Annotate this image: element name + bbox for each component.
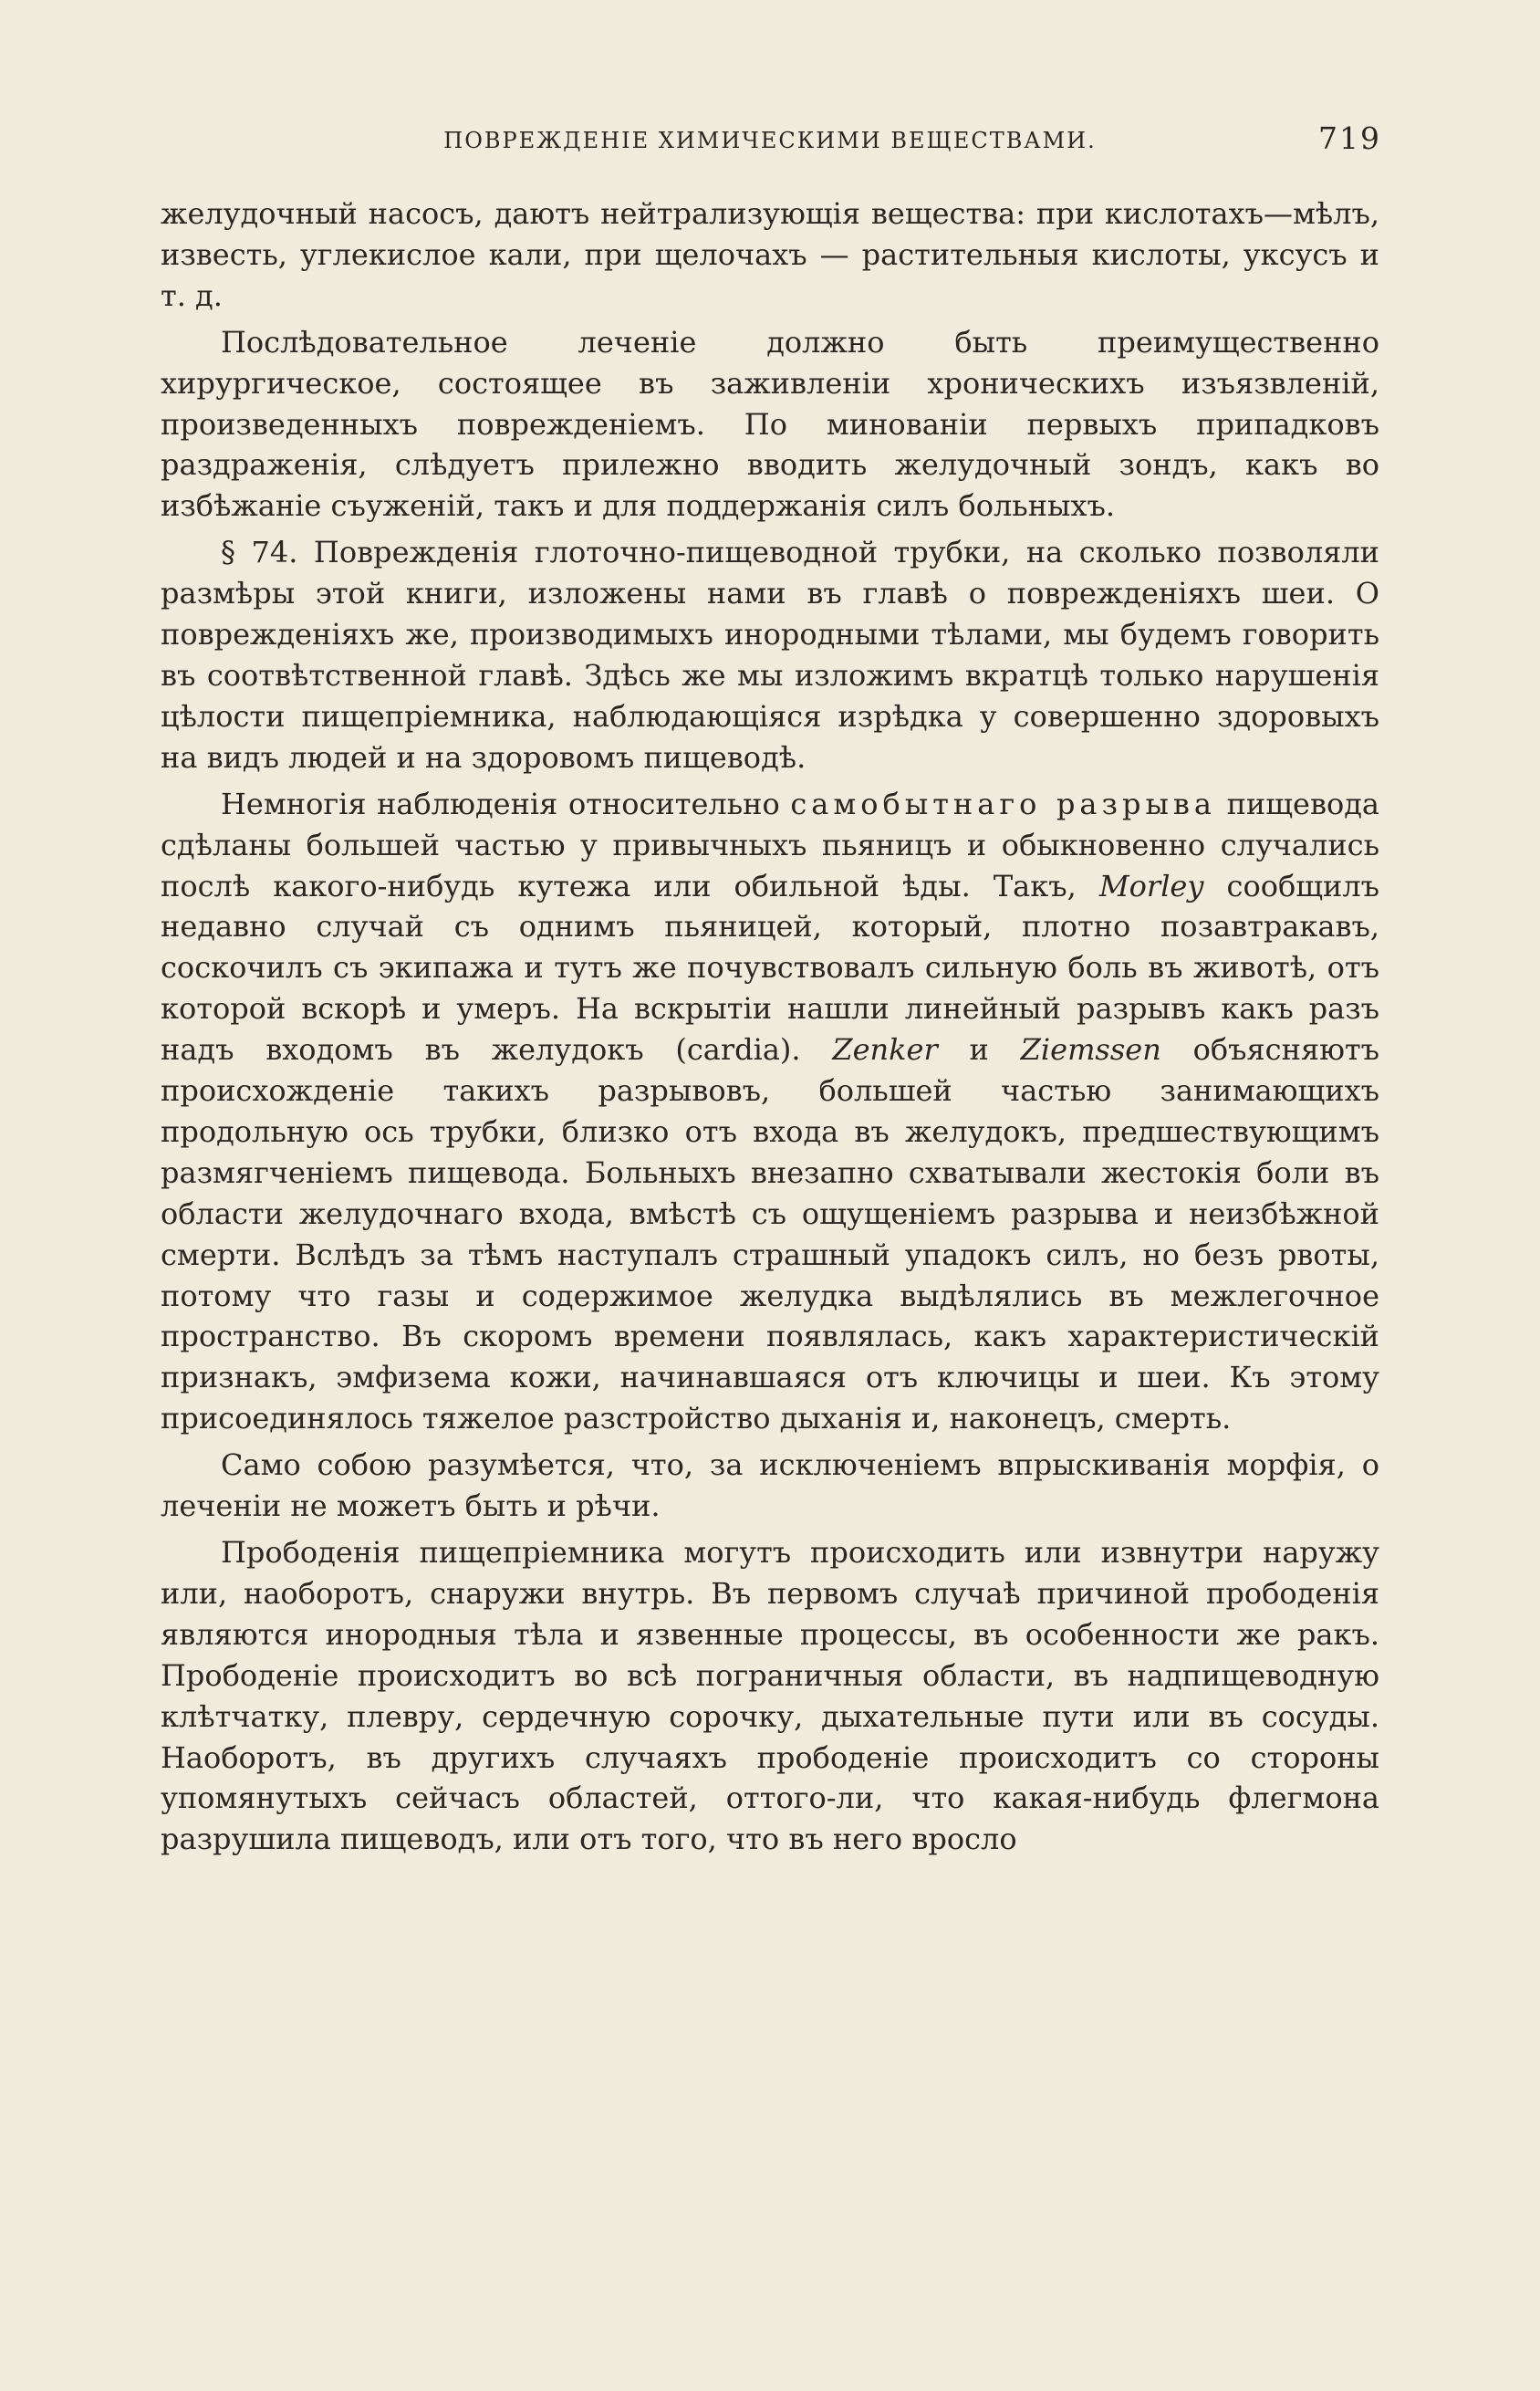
page-header xyxy=(159,120,1381,166)
paragraph-morphine: Само собою разумѣется, что, за исключеніемъ впрыскиванія морфія, о леченіи не можетъ быть и рѣчи. xyxy=(161,1447,1379,1524)
text-body xyxy=(161,193,1379,1865)
text-run: сообщилъ недавно случай съ однимъ пьяницей, который, плотно позавтракавъ, соскочилъ съ экипажа и тутъ же почувствовалъ сильную боль въ животѣ, отъ которой вскорѣ и умеръ. На вскрытіи нашли линейный разрывъ какъ разъ надъ входомъ въ желудокъ (cardia). xyxy=(161,868,1380,1068)
author-name-zenker: Zenker xyxy=(832,1032,938,1068)
paragraph-treatment: Послѣдовательное леченіе должно быть преимущественно хирургическое, состоящее въ заживленіи хроническихъ изъязвленій, произведенныхъ поврежденіемъ. По минованіи первыхъ припадковъ раздраженія, слѣдуетъ прилежно вводить желудочный зондъ, какъ во избѣжаніе съуженій, такъ и для поддержанія силъ больныхъ. xyxy=(161,324,1379,524)
spaced-emphasis: самобытнаго разрыва xyxy=(790,786,1217,821)
text-run: Немногія наблюденія относительно xyxy=(221,786,791,821)
running-head: ПОВРЕЖДЕНІЕ ХИМИЧЕСКИМИ ВЕЩЕСТВАМИ. xyxy=(443,128,1097,153)
paragraph-perforation: Прободенія пищепріемника могутъ происходить или извнутри наружу или, наоборотъ, снаружи внутрь. Въ первомъ случаѣ причиной прободенія являются инородныя тѣла и язвенные процессы, въ особенности же ракъ. Прободеніе происходитъ во всѣ пограничныя области, въ надпищеводную клѣтчатку, плевру, сердечную сорочку, дыхательные пути или въ сосуды. Наоборотъ, въ другихъ случаяхъ прободеніе происходитъ со стороны упомянутыхъ сейчасъ областей, оттого-ли, что какая-нибудь флегмона разрушила пищеводъ, или отъ того, что въ него вросло xyxy=(161,1535,1379,1857)
author-name-ziemssen: Ziemssen xyxy=(1020,1032,1161,1068)
page-number: 719 xyxy=(1318,120,1381,156)
text-run: и xyxy=(937,1032,1021,1068)
paragraph-section-74: § 74. Поврежденія глоточно-пищеводной трубки, на сколько позволяли размѣры этой книги, изложены нами въ главѣ о поврежденіяхъ шеи. О поврежденіяхъ же, производимыхъ инородными тѣлами, мы будемъ говорить въ соотвѣтственной главѣ. Здѣсь же мы изложимъ вкратцѣ только нарушенія цѣлости пищепріемника, наблюдающіяся изрѣдка у совершенно здоровыхъ на видъ людей и на здоровомъ пищеводѣ. xyxy=(161,535,1379,775)
paragraph-continuation: желудочный насосъ, даютъ нейтрализующія вещества: при кислотахъ—мѣлъ, известь, углекислое кали, при щелочахъ — растительныя кислоты, уксусъ и т. д. xyxy=(161,196,1379,313)
paragraph-spontaneous-rupture xyxy=(161,784,1379,1440)
author-name-morley: Morley xyxy=(1098,868,1204,903)
text-run: объясняютъ происхожденіе такихъ разрывовъ, большей частью занимающихъ продольную ось трубки, близко отъ входа въ желудокъ, предшествующимъ размягченіемъ пищевода. Больныхъ внезапно схватывали жестокія боли въ области желудочнаго входа, вмѣстѣ съ ощущеніемъ разрыва и неизбѣжной смерти. Вслѣдъ за тѣмъ наступалъ страшный упадокъ силъ, но безъ рвоты, потому что газы и содержимое желудка выдѣлялись въ межлегочное пространство. Въ скоромъ времени появлялась, какъ характеристическій признакъ, эмфизема кожи, начинавшаяся отъ ключицы и шеи. Къ этому присоединялось тяжелое разстройство дыханія и, наконецъ, смерть. xyxy=(161,1032,1380,1436)
text-run: пищевода сдѣланы большей частью у привычныхъ пьяницъ и обыкновенно случались послѣ какого-нибудь кутежа или обильной ѣды. Такъ, xyxy=(161,786,1380,903)
